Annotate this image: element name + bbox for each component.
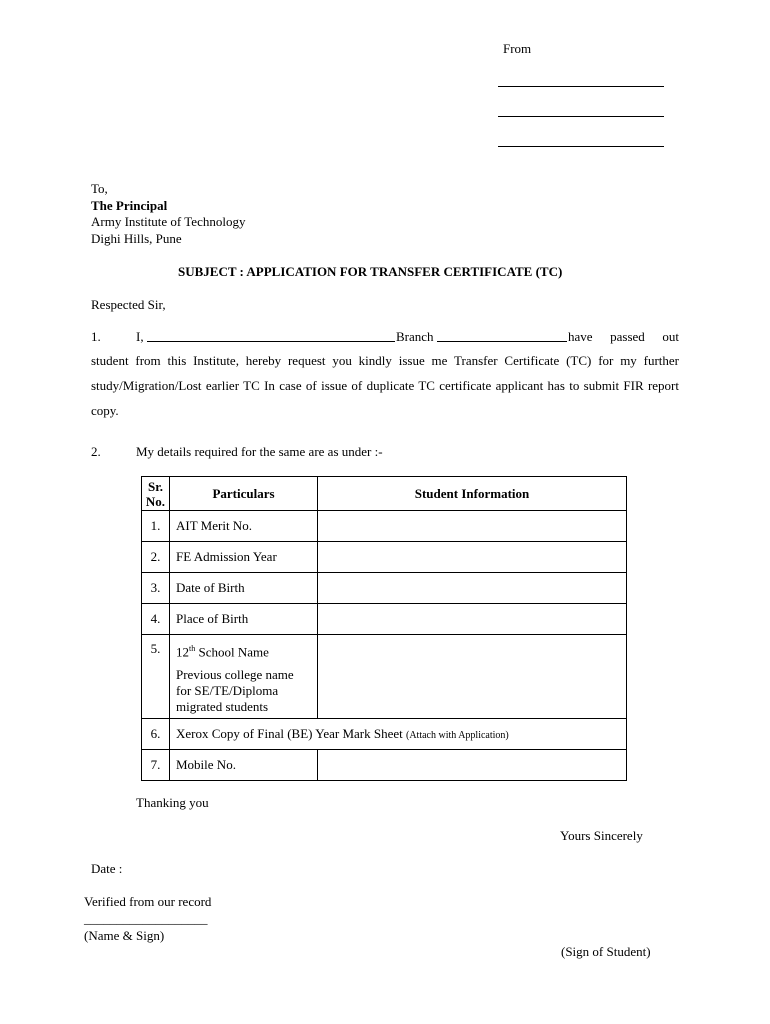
from-blank-line-1[interactable]	[498, 86, 664, 87]
date-of-birth-field[interactable]	[318, 573, 627, 604]
from-label: From	[503, 41, 532, 56]
table-row	[142, 635, 627, 719]
verifier-sign-line[interactable]: ___________________	[84, 911, 208, 926]
student-sign-label: (Sign of Student)	[561, 944, 651, 959]
ait-merit-no-field[interactable]	[318, 511, 627, 542]
para1-i-label: I,	[136, 329, 144, 344]
row-particular: FE Admission Year	[170, 542, 318, 573]
table-row	[142, 542, 627, 573]
addressee-location: Dighi Hills, Pune	[91, 231, 182, 246]
row-sr: 4.	[142, 604, 170, 635]
para1-line1-rest: have passed out	[568, 329, 679, 344]
name-sign-label: (Name & Sign)	[84, 928, 165, 943]
subject-line: SUBJECT : APPLICATION FOR TRANSFER CERTIFICATE (TC)	[178, 264, 563, 279]
name-blank-field[interactable]	[147, 341, 395, 342]
date-label: Date :	[91, 861, 123, 876]
verified-label: Verified from our record	[84, 894, 212, 909]
place-of-birth-field[interactable]	[318, 604, 627, 635]
row-sr: 3.	[142, 573, 170, 604]
row-particular: 12th School Name Previous college name for SE/TE/Diploma migrated students	[170, 635, 318, 719]
branch-label: Branch	[396, 329, 434, 344]
mobile-no-field[interactable]	[318, 750, 627, 781]
fe-admission-year-field[interactable]	[318, 542, 627, 573]
para1-body: student from this Institute, hereby request you kindly issue me Transfer Certificate (TC) for my further study/Migration/Lost earlier TC In case of issue of duplicate TC certificate applicant has to submit FIR report copy.	[91, 353, 679, 418]
addressee-title: The Principal	[91, 198, 168, 213]
table-row	[142, 719, 627, 750]
row-particular-mark-sheet: Xerox Copy of Final (BE) Year Mark Sheet (Attach with Application)	[170, 719, 627, 750]
row-sr: 2.	[142, 542, 170, 573]
header-student-information: Student Information	[318, 477, 627, 511]
header-sr-no: Sr. No.	[142, 477, 170, 511]
table-row	[142, 573, 627, 604]
row-particular: AIT Merit No.	[170, 511, 318, 542]
addressee-institute: Army Institute of Technology	[91, 214, 246, 229]
table-row	[142, 750, 627, 781]
branch-blank-field[interactable]	[437, 341, 567, 342]
to-salutation: To,	[91, 181, 108, 196]
row-sr: 5.	[142, 635, 170, 719]
row-particular: Date of Birth	[170, 573, 318, 604]
from-blank-line-3[interactable]	[498, 146, 664, 147]
greeting: Respected Sir,	[91, 297, 166, 312]
row-sr: 7.	[142, 750, 170, 781]
table-header-row	[142, 477, 627, 511]
table-row	[142, 511, 627, 542]
row-sr: 6.	[142, 719, 170, 750]
header-particulars: Particulars	[170, 477, 318, 511]
para1-number: 1.	[91, 329, 101, 344]
table-row	[142, 604, 627, 635]
from-blank-line-2[interactable]	[498, 116, 664, 117]
para2-number: 2.	[91, 444, 101, 459]
row-particular: Mobile No.	[170, 750, 318, 781]
row-sr: 1.	[142, 511, 170, 542]
yours-sincerely: Yours Sincerely	[560, 828, 643, 843]
row-particular: Place of Birth	[170, 604, 318, 635]
thanking-you: Thanking you	[136, 795, 209, 810]
school-name-field[interactable]	[318, 635, 627, 719]
para2-text: My details required for the same are as under :-	[136, 444, 383, 459]
details-table	[141, 476, 627, 781]
